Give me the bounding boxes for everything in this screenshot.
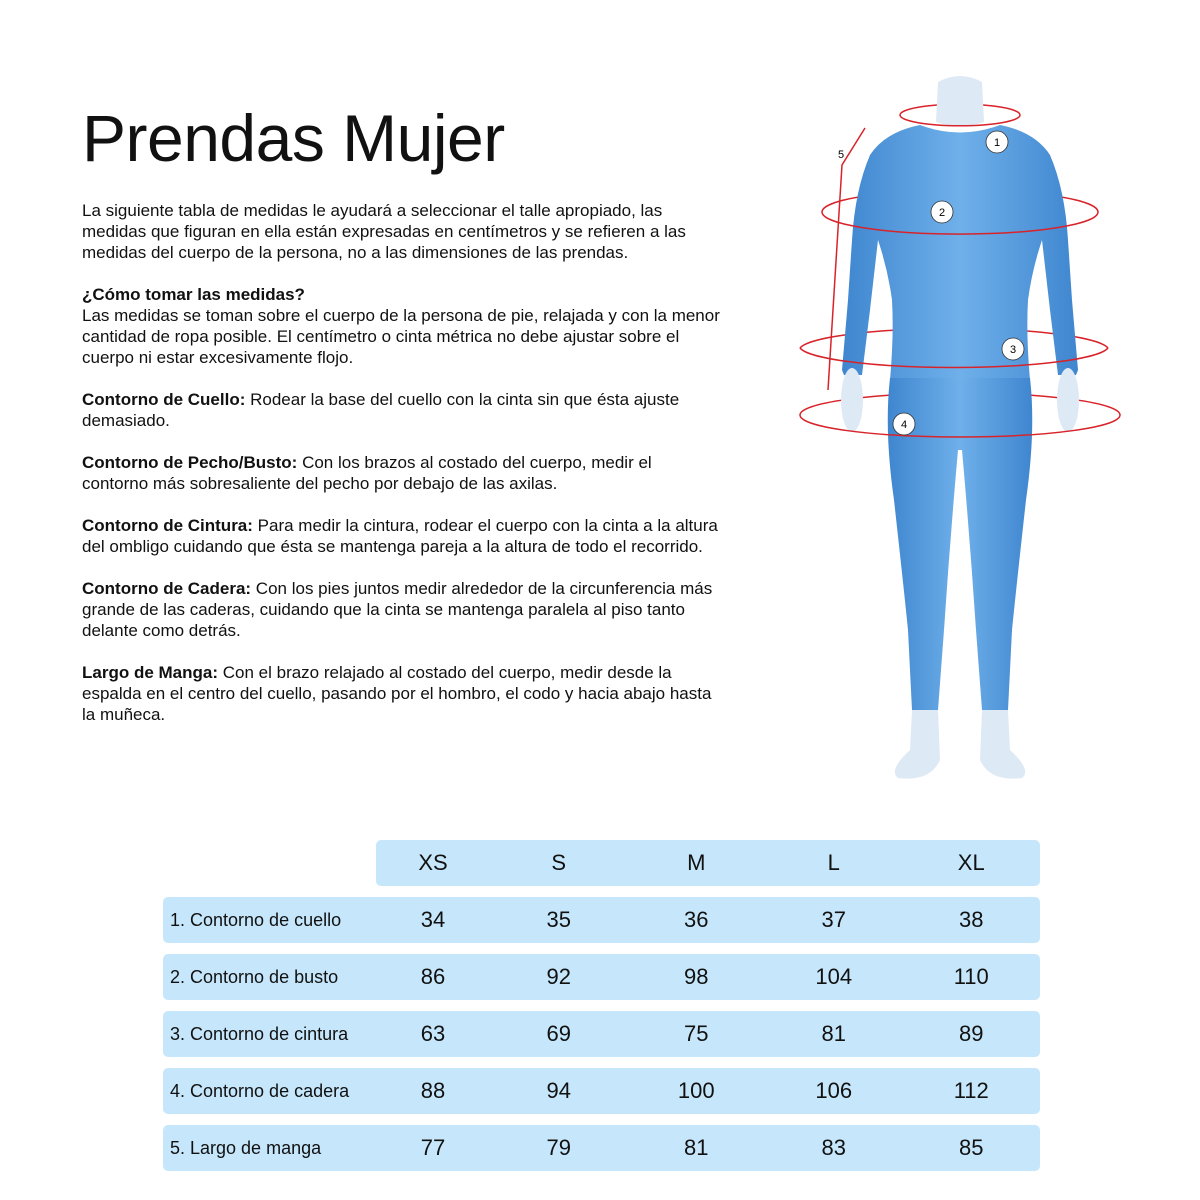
table-cell: 37 xyxy=(821,907,846,932)
marker-4: 4 xyxy=(900,419,908,431)
table-row xyxy=(163,954,1040,1000)
section-bust xyxy=(82,452,722,494)
table-cell: 106 xyxy=(815,1078,853,1103)
how-to-measure xyxy=(82,284,722,368)
section-text: Con los pies juntos medir alrededor de la circunferencia más grande de las caderas, cuidando que la cinta se mantenga paralela al piso tanto delante como detrás. xyxy=(82,579,713,640)
page-title: Prendas Mujer xyxy=(82,101,505,175)
table-row xyxy=(163,1011,1040,1057)
marker-3: 3 xyxy=(1009,344,1017,356)
size-header: XS xyxy=(418,850,448,875)
row-label: 1. Contorno de cuello xyxy=(170,910,342,930)
table-cell: 36 xyxy=(684,907,709,932)
table-cell: 110 xyxy=(953,964,989,989)
size-header: XL xyxy=(957,850,985,875)
mannequin-figure xyxy=(780,70,1180,800)
table-cell: 81 xyxy=(684,1135,709,1160)
row-label: 5. Largo de manga xyxy=(170,1138,322,1158)
table-row xyxy=(163,1068,1040,1114)
size-header-row xyxy=(376,840,1040,886)
size-header: M xyxy=(687,850,706,875)
size-header: L xyxy=(827,850,840,875)
size-header: S xyxy=(551,850,567,875)
table-cell: 88 xyxy=(420,1078,446,1103)
section-waist xyxy=(82,515,722,557)
mannequin-right-hand xyxy=(1057,368,1079,432)
table-cell: 86 xyxy=(420,964,446,989)
marker-2: 2 xyxy=(938,207,946,219)
section-text: Con el brazo relajado al costado del cuerpo, medir desde la espalda en el centro del cuello, pasando por el hombro, el codo y hacia abajo hasta la muñeca. xyxy=(82,663,712,724)
section-text: Rodear la base del cuello con la cinta sin que ésta ajuste demasiado. xyxy=(82,390,680,430)
table-cell: 63 xyxy=(420,1021,446,1046)
section-title: Contorno de Cuello: xyxy=(82,390,246,409)
table-cell: 112 xyxy=(953,1078,989,1103)
row-label: 2. Contorno de busto xyxy=(170,967,339,987)
table-cell: 92 xyxy=(546,964,571,989)
table-cell: 79 xyxy=(546,1135,571,1160)
table-cell: 35 xyxy=(546,907,571,932)
row-label: 3. Contorno de cintura xyxy=(170,1024,349,1044)
section-sleeve xyxy=(82,662,722,725)
section-title: Largo de Manga: xyxy=(82,663,219,682)
section-title: Contorno de Cintura: xyxy=(82,516,253,535)
table-row xyxy=(163,897,1040,943)
table-cell: 85 xyxy=(959,1135,984,1160)
table-cell: 34 xyxy=(420,907,446,932)
section-text: Con los brazos al costado del cuerpo, medir el contorno más sobresaliente del pecho por debajo de las axilas. xyxy=(82,453,652,493)
table-cell: 83 xyxy=(821,1135,846,1160)
section-title: Contorno de Cadera: xyxy=(82,579,252,598)
mannequin-right-foot xyxy=(980,710,1025,779)
mannequin-head xyxy=(936,76,984,126)
section-neck xyxy=(82,389,722,431)
table-cell: 75 xyxy=(684,1021,709,1046)
table-row xyxy=(163,1125,1040,1171)
table-cell: 89 xyxy=(959,1021,984,1046)
section-text: Para medir la cintura, rodear el cuerpo con la cinta a la altura del ombligo cuidando que ésta se mantenga pareja a la altura de todo el recorrido. xyxy=(82,516,718,556)
table-cell: 77 xyxy=(420,1135,446,1160)
section-title: Contorno de Pecho/Busto: xyxy=(82,453,298,472)
mannequin-torso xyxy=(842,125,1078,380)
table-cell: 38 xyxy=(959,907,984,932)
how-to-measure-title: ¿Cómo tomar las medidas? xyxy=(82,285,305,304)
marker-1: 1 xyxy=(993,137,1001,149)
table-cell: 69 xyxy=(546,1021,571,1046)
mannequin-left-hand xyxy=(841,368,863,432)
instructions xyxy=(82,200,722,746)
mannequin-left-foot xyxy=(895,710,940,779)
table-cell: 94 xyxy=(546,1078,571,1103)
how-to-measure-text: Las medidas se toman sobre el cuerpo de la persona de pie, relajada y con la menor cantidad de ropa posible. El centímetro o cinta métrica no debe ajustar sobre el cuerpo ni estar excesivamente flojo. xyxy=(82,306,720,367)
intro-paragraph: La siguiente tabla de medidas le ayudará a seleccionar el talle apropiado, las medidas que figuran en ella están expresadas en centímetros y se refieren a las medidas del cuerpo de la persona, no a las dimensiones de las prendas. xyxy=(82,201,686,262)
marker-5: 5 xyxy=(837,149,845,161)
table-cell: 81 xyxy=(821,1021,846,1046)
row-label: 4. Contorno de cadera xyxy=(170,1081,350,1101)
section-hip xyxy=(82,578,722,641)
table-cell: 98 xyxy=(684,964,709,989)
table-cell: 100 xyxy=(677,1078,715,1103)
table-cell: 104 xyxy=(815,964,853,989)
